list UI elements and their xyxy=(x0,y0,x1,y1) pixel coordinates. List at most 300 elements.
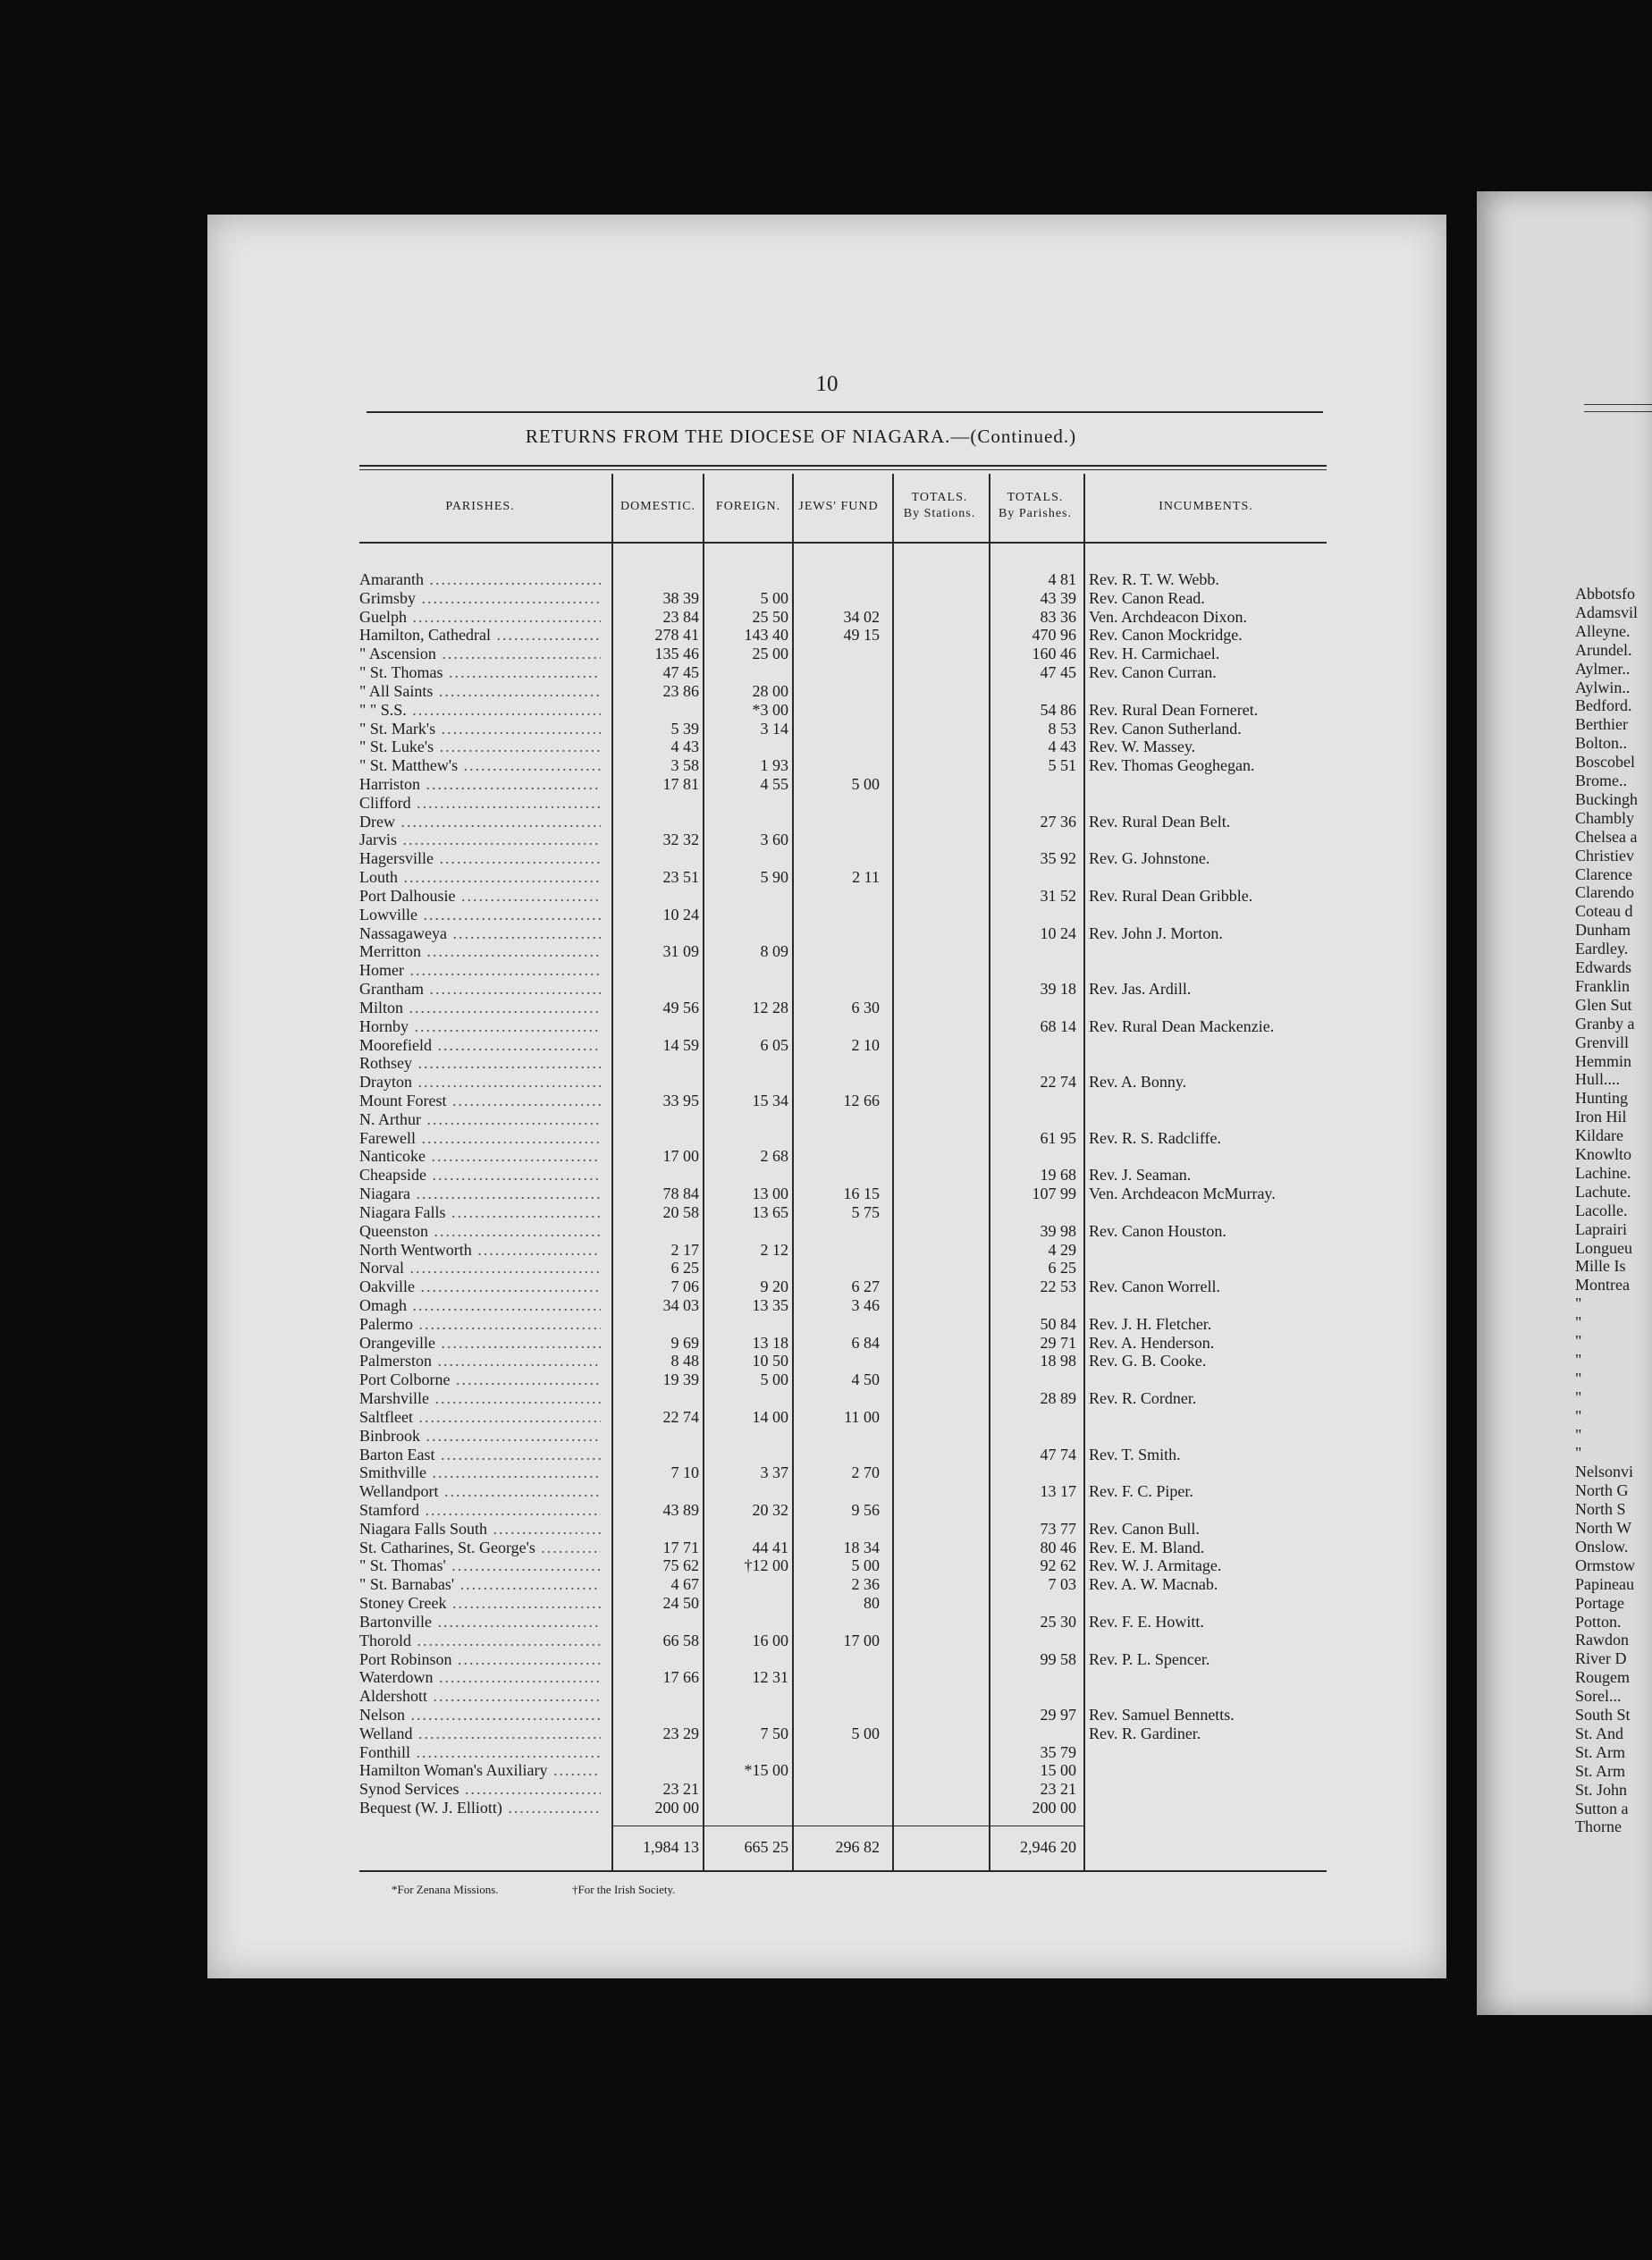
foreign-value: 2 68 xyxy=(760,1147,788,1166)
parish-name: Smithville ..... xyxy=(359,1463,601,1482)
jews-fund-value: 80 xyxy=(864,1594,880,1613)
parish-name: Nanticoke ..... xyxy=(359,1147,601,1166)
table-row xyxy=(207,1539,1446,1557)
adjacent-page-item: Iron Hil xyxy=(1575,1108,1627,1126)
domestic-value: 23 29 xyxy=(662,1724,699,1742)
domestic-value: 2 17 xyxy=(670,1240,699,1259)
table-row xyxy=(207,756,1446,775)
footnote-irish: †For the Irish Society. xyxy=(572,1883,676,1896)
adjacent-page-item: Chambly xyxy=(1575,808,1634,827)
parish-name: Niagara Falls ..... xyxy=(359,1203,601,1222)
incumbent-name: Ven. Archdeacon McMurray. xyxy=(1089,1185,1276,1203)
table-row xyxy=(207,682,1446,701)
parish-name: " All Saints ..... xyxy=(359,682,601,701)
parish-total-value: 6 25 xyxy=(1048,1259,1076,1278)
parish-total-value: 50 84 xyxy=(1040,1314,1076,1333)
table-row xyxy=(207,999,1446,1017)
parish-total-value: 4 81 xyxy=(1048,570,1076,588)
table-row xyxy=(207,1054,1446,1073)
foreign-value: 20 32 xyxy=(752,1501,788,1519)
table-row xyxy=(207,1092,1446,1110)
domestic-value: 22 74 xyxy=(662,1407,699,1426)
table-row xyxy=(207,1613,1446,1632)
adjacent-page-item: Chelsea a xyxy=(1575,827,1638,846)
parish-name: Guelph ..... xyxy=(359,608,601,627)
adjacent-page-item: Mille Is xyxy=(1575,1257,1626,1276)
parish-total-value: 47 74 xyxy=(1040,1445,1076,1463)
parish-name: Aldershott ..... xyxy=(359,1687,601,1706)
foreign-value: 14 00 xyxy=(752,1407,788,1426)
incumbent-name: Rev. Canon Worrell. xyxy=(1089,1278,1221,1296)
table-row xyxy=(207,1296,1446,1315)
domestic-value: 66 58 xyxy=(662,1631,699,1649)
parish-total-value: 200 00 xyxy=(1032,1799,1076,1817)
adjacent-page-item: Eardley. xyxy=(1575,940,1629,958)
adjacent-page-item: Clarence xyxy=(1575,864,1632,883)
table-row xyxy=(207,1334,1446,1353)
parish-name: Palermo ..... xyxy=(359,1315,601,1334)
incumbent-name: Rev. Canon Sutherland. xyxy=(1089,719,1242,738)
domestic-value: 24 50 xyxy=(662,1594,699,1613)
incumbent-name: Rev. H. Carmichael. xyxy=(1089,645,1220,663)
parish-total-value: 92 62 xyxy=(1040,1556,1076,1575)
domestic-value: 78 84 xyxy=(662,1185,699,1203)
parish-total-value: 23 21 xyxy=(1040,1780,1076,1799)
adjacent-page-item: St. And xyxy=(1575,1724,1624,1742)
incumbent-name: Rev. W. Massey. xyxy=(1089,738,1196,756)
incumbent-name: Rev. A. Henderson. xyxy=(1089,1333,1215,1352)
table-row xyxy=(207,906,1446,924)
adjacent-page-item: Longueu xyxy=(1575,1238,1632,1257)
adjacent-page-item: Onslow. xyxy=(1575,1537,1629,1556)
parish-total-value: 25 30 xyxy=(1040,1612,1076,1631)
jews-fund-value: 4 50 xyxy=(851,1370,880,1389)
adjacent-page-item: River D xyxy=(1575,1649,1627,1668)
table-row xyxy=(207,738,1446,756)
adjacent-page-item: Dunham xyxy=(1575,921,1631,940)
adjacent-page-item: Lacolle. xyxy=(1575,1201,1628,1219)
adjacent-page-item: Grenvill xyxy=(1575,1033,1629,1051)
adjacent-page-item: Thorne xyxy=(1575,1817,1622,1836)
table-row xyxy=(207,1575,1446,1594)
adjacent-page-item: Franklin xyxy=(1575,976,1630,995)
parish-name: Jarvis ..... xyxy=(359,831,601,849)
foreign-value: 1 93 xyxy=(760,756,788,775)
parish-name: Grimsby ..... xyxy=(359,589,601,608)
adjacent-page-item: Edwards xyxy=(1575,958,1631,976)
jews-fund-value: 5 00 xyxy=(851,1724,880,1742)
adjacent-page-item: Nelsonvi xyxy=(1575,1463,1633,1481)
domestic-value: 23 51 xyxy=(662,868,699,887)
parish-name: Hagersville ..... xyxy=(359,849,601,868)
jews-fund-value: 12 66 xyxy=(843,1091,880,1109)
parish-total-value: 107 99 xyxy=(1032,1185,1076,1203)
foreign-value: 25 50 xyxy=(752,607,788,626)
foreign-value: 9 20 xyxy=(760,1278,788,1296)
parish-name: Port Robinson ..... xyxy=(359,1650,601,1669)
table-row xyxy=(207,1594,1446,1613)
adjacent-page-item: North W xyxy=(1575,1519,1632,1537)
foreign-value: 16 00 xyxy=(752,1631,788,1649)
incumbent-name: Rev. R. Gardiner. xyxy=(1089,1724,1201,1742)
jews-fund-value: 5 00 xyxy=(851,1556,880,1575)
header-totals-parishes-line1: TOTALS. xyxy=(1007,491,1064,504)
parish-name: Moorefield ..... xyxy=(359,1036,601,1055)
domestic-value: 10 24 xyxy=(662,905,699,923)
adjacent-page-item: Laprairi xyxy=(1575,1219,1627,1238)
domestic-value: 19 39 xyxy=(662,1370,699,1389)
adjacent-page-item: Bedford. xyxy=(1575,696,1632,715)
incumbent-name: Rev. G. B. Cooke. xyxy=(1089,1352,1207,1370)
incumbent-name: Rev. J. H. Fletcher. xyxy=(1089,1314,1212,1333)
parish-total-value: 4 43 xyxy=(1048,738,1076,756)
parish-total-value: 31 52 xyxy=(1040,886,1076,905)
table-row xyxy=(207,980,1446,999)
table-row xyxy=(207,570,1446,589)
foreign-value: 13 18 xyxy=(752,1333,788,1352)
parish-name: Bequest (W. J. Elliott) ..... xyxy=(359,1799,601,1817)
parish-total-value: 80 46 xyxy=(1040,1538,1076,1556)
adjacent-page-item: Potton. xyxy=(1575,1612,1622,1631)
parish-name: Cheapside ..... xyxy=(359,1166,601,1185)
adjacent-page-item: Aylwin.. xyxy=(1575,678,1631,696)
parish-total-value: 39 18 xyxy=(1040,980,1076,999)
table-row xyxy=(207,775,1446,794)
parish-name: Omagh ..... xyxy=(359,1296,601,1315)
foreign-value: 12 28 xyxy=(752,998,788,1016)
jews-fund-value: 49 15 xyxy=(843,626,880,645)
incumbent-name: Rev. Canon Curran. xyxy=(1089,663,1217,682)
adjacent-page-item: Rawdon xyxy=(1575,1631,1629,1649)
adjacent-page-item: Montrea xyxy=(1575,1276,1630,1294)
parish-name: Palmerston ..... xyxy=(359,1352,601,1370)
header-parishes: PARISHES. xyxy=(445,500,515,513)
incumbent-name: Rev. A. W. Macnab. xyxy=(1089,1575,1218,1594)
parish-name: Drew ..... xyxy=(359,813,601,831)
table-row xyxy=(207,701,1446,720)
adjacent-page-item: Arundel. xyxy=(1575,640,1632,659)
incumbent-name: Rev. Rural Dean Belt. xyxy=(1089,812,1231,831)
jews-fund-value: 2 36 xyxy=(851,1575,880,1594)
incumbent-name: Rev. John J. Morton. xyxy=(1089,923,1223,942)
parish-total-value: 5 51 xyxy=(1048,756,1076,775)
table-row xyxy=(207,1259,1446,1278)
jews-fund-value: 2 11 xyxy=(852,868,880,887)
table-row xyxy=(207,1036,1446,1055)
header-domestic: DOMESTIC. xyxy=(620,500,696,513)
adjacent-page-item: Abbotsfo xyxy=(1575,585,1635,603)
table-row xyxy=(207,645,1446,663)
adjacent-page-item: Adamsvil xyxy=(1575,603,1638,621)
table-row xyxy=(207,1166,1446,1185)
incumbent-name: Rev. P. L. Spencer. xyxy=(1089,1649,1210,1668)
parish-name: " " S.S. ..... xyxy=(359,701,601,720)
adjacent-page-item: Lachine. xyxy=(1575,1163,1631,1182)
parish-total-value: 73 77 xyxy=(1040,1519,1076,1538)
table-row xyxy=(207,849,1446,868)
foreign-value: 5 00 xyxy=(760,1370,788,1389)
parish-name: " St. Matthew's ..... xyxy=(359,756,601,775)
parish-total-value: 83 36 xyxy=(1040,607,1076,626)
table-row xyxy=(207,1129,1446,1148)
parish-name: " St. Thomas' ..... xyxy=(359,1556,601,1575)
parish-name: Clifford ..... xyxy=(359,794,601,813)
adjacent-page-item: Buckingh xyxy=(1575,789,1638,808)
adjacent-page-item: Clarendo xyxy=(1575,883,1634,902)
parish-total-value: 29 97 xyxy=(1040,1706,1076,1725)
table-row xyxy=(207,720,1446,738)
parish-name: Synod Services ..... xyxy=(359,1780,601,1799)
incumbent-name: Rev. Canon Houston. xyxy=(1089,1221,1226,1240)
parish-name: " Ascension ..... xyxy=(359,645,601,663)
table-row xyxy=(207,663,1446,682)
adjacent-page-item: Knowlto xyxy=(1575,1145,1631,1163)
parish-total-value: 10 24 xyxy=(1040,923,1076,942)
table-row xyxy=(207,1315,1446,1334)
domestic-value: 135 46 xyxy=(654,645,699,663)
table-row xyxy=(207,1632,1446,1650)
parish-name: Marshville ..... xyxy=(359,1389,601,1408)
table-row xyxy=(207,1743,1446,1762)
table-row xyxy=(207,589,1446,608)
parish-name: St. Catharines, St. George's ..... xyxy=(359,1539,601,1557)
jews-fund-value: 2 70 xyxy=(851,1463,880,1482)
parish-name: Merritton ..... xyxy=(359,942,601,961)
domestic-value: 5 39 xyxy=(670,719,699,738)
incumbent-name: Rev. Canon Mockridge. xyxy=(1089,626,1243,645)
parish-name: Harriston ..... xyxy=(359,775,601,794)
table-row xyxy=(207,1147,1446,1166)
foreign-value: 13 00 xyxy=(752,1185,788,1203)
adjacent-page-item: Sutton a xyxy=(1575,1799,1629,1817)
foreign-value: 7 50 xyxy=(760,1724,788,1742)
foreign-value: 3 37 xyxy=(760,1463,788,1482)
incumbent-name: Rev. G. Johnstone. xyxy=(1089,849,1210,868)
table-row xyxy=(207,1278,1446,1296)
table-row xyxy=(207,1427,1446,1446)
parish-total-value: 7 03 xyxy=(1048,1575,1076,1594)
adjacent-page-item: South St xyxy=(1575,1706,1631,1724)
parish-name: Stamford ..... xyxy=(359,1501,601,1520)
adjacent-page-item: Berthier xyxy=(1575,715,1628,734)
header-incumbents: INCUMBENTS. xyxy=(1159,500,1253,513)
page-title: RETURNS FROM THE DIOCESE OF NIAGARA.—(Continued.) xyxy=(525,426,1077,447)
jews-fund-value: 34 02 xyxy=(843,607,880,626)
domestic-value: 9 69 xyxy=(670,1333,699,1352)
table-row xyxy=(207,1687,1446,1706)
parish-total-value: 470 96 xyxy=(1032,626,1076,645)
domestic-value: 278 41 xyxy=(654,626,699,645)
foreign-value: 3 60 xyxy=(760,831,788,849)
parish-total-value: 4 29 xyxy=(1048,1240,1076,1259)
table-row xyxy=(207,1017,1446,1036)
table-row xyxy=(207,1799,1446,1817)
jews-fund-value: 18 34 xyxy=(843,1538,880,1556)
incumbent-name: Rev. R. Cordner. xyxy=(1089,1389,1197,1408)
table-row xyxy=(207,1389,1446,1408)
adjacent-page-item: " xyxy=(1575,1294,1582,1313)
parish-total-value: 54 86 xyxy=(1040,700,1076,719)
domestic-value: 4 67 xyxy=(670,1575,699,1594)
parish-total-value: 8 53 xyxy=(1048,719,1076,738)
adjacent-page-item: North G xyxy=(1575,1481,1629,1500)
title-rule-thin xyxy=(359,469,1327,470)
adjacent-page-item: Granby a xyxy=(1575,1014,1635,1033)
domestic-value: 17 66 xyxy=(662,1668,699,1687)
jews-fund-value: 11 00 xyxy=(844,1407,880,1426)
parish-total-value: 160 46 xyxy=(1032,645,1076,663)
domestic-value: 14 59 xyxy=(662,1035,699,1054)
parish-total-value: 35 92 xyxy=(1040,849,1076,868)
parish-name: Port Dalhousie ..... xyxy=(359,887,601,906)
domestic-value: 23 21 xyxy=(662,1780,699,1799)
adjacent-page-item: " xyxy=(1575,1332,1582,1350)
table-row xyxy=(207,1482,1446,1501)
incumbent-name: Rev. R. S. Radcliffe. xyxy=(1089,1128,1221,1147)
total-parishes: 2,946 20 xyxy=(1020,1838,1076,1856)
incumbent-name: Rev. F. E. Howitt. xyxy=(1089,1612,1204,1631)
domestic-value: 23 86 xyxy=(662,681,699,700)
header-jews-fund: JEWS' FUND xyxy=(798,500,879,513)
incumbent-name: Rev. E. M. Bland. xyxy=(1089,1538,1205,1556)
parish-name: Stoney Creek ..... xyxy=(359,1594,601,1613)
foreign-value: 3 14 xyxy=(760,719,788,738)
jews-fund-value: 17 00 xyxy=(843,1631,880,1649)
foreign-value: †12 00 xyxy=(744,1556,788,1575)
domestic-value: 47 45 xyxy=(662,663,699,682)
foreign-value: 13 35 xyxy=(752,1295,788,1314)
parish-name: Fonthill ..... xyxy=(359,1743,601,1762)
page-number: 10 xyxy=(815,372,839,396)
foreign-value: 28 00 xyxy=(752,681,788,700)
adjacent-page-item: " xyxy=(1575,1425,1582,1444)
domestic-value: 33 95 xyxy=(662,1091,699,1109)
adjacent-page-item: Alleyne. xyxy=(1575,621,1631,640)
parish-total-value: 47 45 xyxy=(1040,663,1076,682)
header-totals-stations-line1: TOTALS. xyxy=(911,491,968,504)
parish-name: North Wentworth ..... xyxy=(359,1241,601,1260)
table-row xyxy=(207,1222,1446,1241)
parish-name: " St. Barnabas' ..... xyxy=(359,1575,601,1594)
adjacent-page-item: Hunting xyxy=(1575,1089,1629,1108)
total-foreign: 665 25 xyxy=(744,1838,788,1856)
parish-name: Hamilton, Cathedral ..... xyxy=(359,626,601,645)
parish-name: Norval ..... xyxy=(359,1259,601,1278)
foreign-value: 6 05 xyxy=(760,1035,788,1054)
parish-name: Waterdown ..... xyxy=(359,1668,601,1687)
foreign-value: *3 00 xyxy=(752,700,788,719)
incumbent-name: Rev. A. Bonny. xyxy=(1089,1073,1187,1092)
parish-total-value: 18 98 xyxy=(1040,1352,1076,1370)
parish-name: Welland ..... xyxy=(359,1725,601,1743)
domestic-value: 49 56 xyxy=(662,998,699,1016)
parish-total-value: 99 58 xyxy=(1040,1649,1076,1668)
incumbent-name: Rev. Thomas Geoghegan. xyxy=(1089,756,1255,775)
parish-total-value: 28 89 xyxy=(1040,1389,1076,1408)
domestic-value: 8 48 xyxy=(670,1352,699,1370)
parish-name: Louth ..... xyxy=(359,868,601,887)
table-row xyxy=(207,1725,1446,1743)
parish-name: Port Colborne ..... xyxy=(359,1370,601,1389)
table-row xyxy=(207,1352,1446,1370)
parish-total-value: 22 53 xyxy=(1040,1278,1076,1296)
header-totals-stations xyxy=(892,490,987,522)
jews-fund-value: 9 56 xyxy=(851,1501,880,1519)
jews-fund-value: 5 75 xyxy=(851,1202,880,1221)
adjacent-page-item: " xyxy=(1575,1369,1582,1387)
incumbent-name: Rev. Jas. Ardill. xyxy=(1089,980,1192,999)
domestic-value: 17 00 xyxy=(662,1147,699,1166)
parish-name: Niagara Falls South ..... xyxy=(359,1520,601,1539)
adjacent-page-item: North S xyxy=(1575,1500,1626,1519)
incumbent-name: Rev. Rural Dean Forneret. xyxy=(1089,700,1259,719)
adjacent-page-item: Bolton.. xyxy=(1575,734,1628,753)
table-row xyxy=(207,831,1446,849)
foreign-value: 2 12 xyxy=(760,1240,788,1259)
table-row xyxy=(207,868,1446,887)
domestic-value: 20 58 xyxy=(662,1202,699,1221)
foreign-value: 5 90 xyxy=(760,868,788,887)
adjacent-page-item: " xyxy=(1575,1444,1582,1463)
table-row xyxy=(207,1501,1446,1520)
table-row xyxy=(207,961,1446,980)
incumbent-name: Rev. Rural Dean Gribble. xyxy=(1089,886,1253,905)
adjacent-page-item: " xyxy=(1575,1313,1582,1332)
adjacent-page-item: Coteau d xyxy=(1575,902,1633,921)
parish-total-value: 22 74 xyxy=(1040,1073,1076,1092)
right-page-rule xyxy=(1584,404,1652,405)
parish-total-value: 39 98 xyxy=(1040,1221,1076,1240)
adjacent-page-item: Aylmer.. xyxy=(1575,659,1631,678)
parish-name: Barton East ..... xyxy=(359,1446,601,1464)
parish-name: Orangeville ..... xyxy=(359,1334,601,1353)
adjacent-page-item: St. Arm xyxy=(1575,1742,1626,1761)
foreign-value: 44 41 xyxy=(752,1538,788,1556)
adjacent-page-item: St. John xyxy=(1575,1780,1628,1799)
incumbent-name: Rev. J. Seaman. xyxy=(1089,1166,1192,1185)
right-page-rule xyxy=(1584,411,1652,412)
parish-total-value: 27 36 xyxy=(1040,812,1076,831)
parish-name: Lowville ..... xyxy=(359,906,601,924)
incumbent-name: Rev. Canon Read. xyxy=(1089,588,1205,607)
parish-name: Mount Forest ..... xyxy=(359,1092,601,1110)
domestic-value: 31 09 xyxy=(662,942,699,961)
table-row xyxy=(207,626,1446,645)
foreign-value: 13 65 xyxy=(752,1202,788,1221)
parish-name: N. Arthur ..... xyxy=(359,1110,601,1129)
parish-name: Milton ..... xyxy=(359,999,601,1017)
parish-name: " St. Mark's ..... xyxy=(359,720,601,738)
parish-name: Nelson ..... xyxy=(359,1706,601,1725)
parish-name: Hornby ..... xyxy=(359,1017,601,1036)
foreign-value: 10 50 xyxy=(752,1352,788,1370)
domestic-value: 6 25 xyxy=(670,1259,699,1278)
domestic-value: 38 39 xyxy=(662,588,699,607)
table-row xyxy=(207,1370,1446,1389)
parish-name: Niagara ..... xyxy=(359,1185,601,1203)
foreign-value: 12 31 xyxy=(752,1668,788,1687)
domestic-value: 23 84 xyxy=(662,607,699,626)
table-row xyxy=(207,1650,1446,1669)
adjacent-page-item: Sorel... xyxy=(1575,1687,1622,1706)
adjacent-page-item: Rougem xyxy=(1575,1668,1630,1687)
incumbent-name: Rev. Samuel Bennetts. xyxy=(1089,1706,1235,1725)
parish-name: Queenston ..... xyxy=(359,1222,601,1241)
table-row xyxy=(207,608,1446,627)
foreign-value: 15 34 xyxy=(752,1091,788,1109)
domestic-value: 200 00 xyxy=(654,1799,699,1817)
totals-row xyxy=(207,1838,1446,1857)
